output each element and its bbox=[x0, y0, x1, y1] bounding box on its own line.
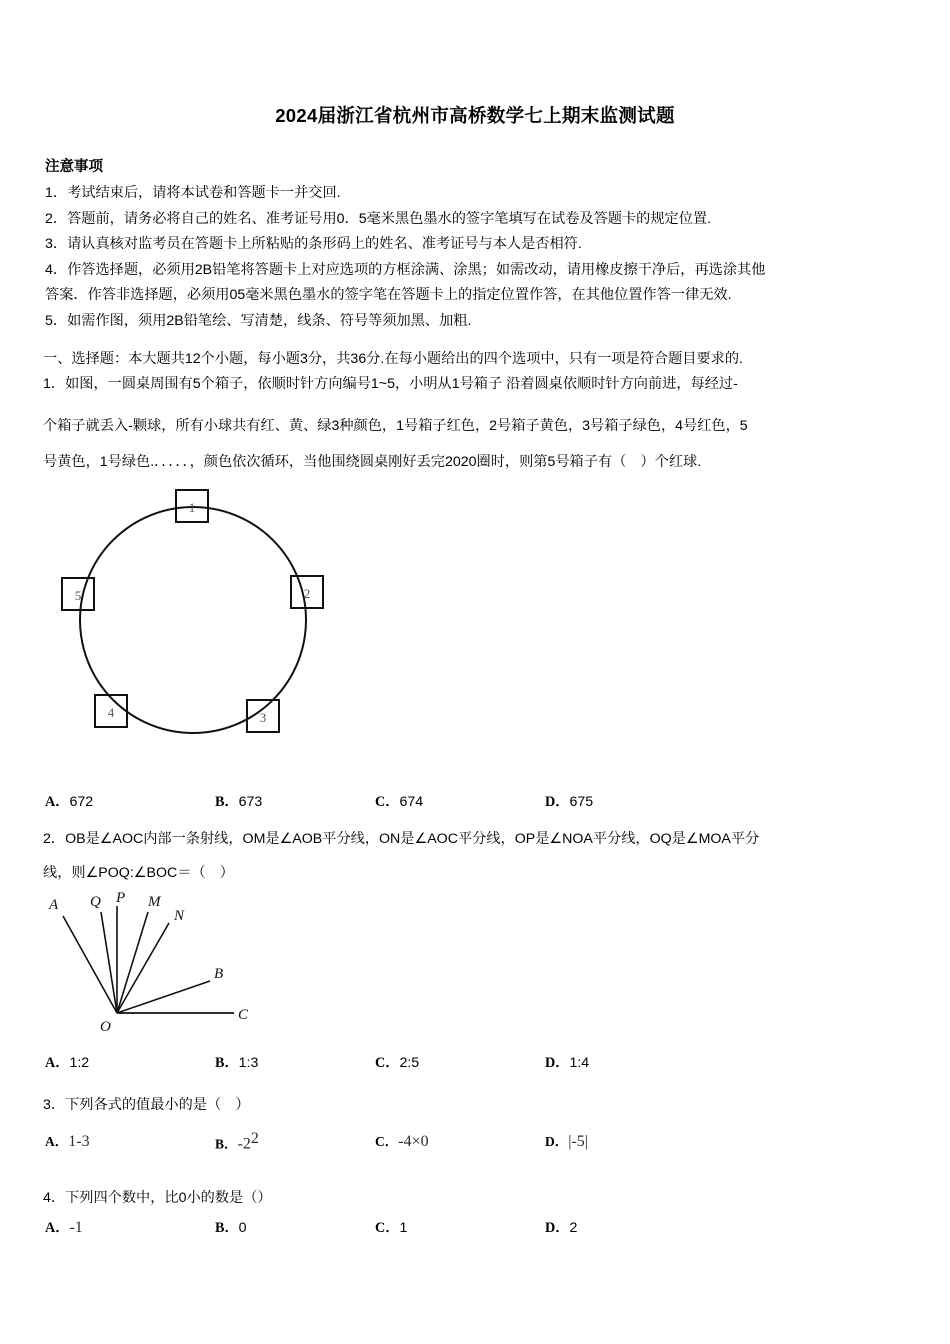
question-1-figure-circle-with-boxes bbox=[45, 492, 365, 772]
notice-item: 2．答题前，请务必将自己的姓名、准考证号用0．5毫米黑色墨水的签字笔填写在试卷及答题卡的规定位置. bbox=[45, 210, 712, 227]
option-c-value: 2:5 bbox=[399, 1055, 420, 1071]
question-4-option-a[interactable] bbox=[45, 1217, 83, 1237]
question-3-option-c[interactable] bbox=[375, 1130, 429, 1151]
option-d-value: 1:4 bbox=[569, 1055, 590, 1071]
notice-item: 答案．作答非选择题，必须用05毫米黑色墨水的签字笔在答题卡上的指定位置作答，在其他位置作答一律无效. bbox=[45, 287, 732, 303]
option-b-value: 673 bbox=[238, 794, 263, 810]
question-4-text: 4．下列四个数中，比0小的数是（） bbox=[43, 1190, 272, 1206]
question-4-option-d[interactable] bbox=[545, 1217, 577, 1237]
box-5 bbox=[62, 578, 94, 610]
option-b-label: B． bbox=[215, 794, 239, 810]
option-d-label: D． bbox=[545, 794, 570, 810]
option-d-label: D． bbox=[545, 1220, 570, 1236]
question-1-option-a[interactable] bbox=[45, 791, 93, 811]
option-b-value: 1:3 bbox=[238, 1055, 259, 1071]
option-d-label: D． bbox=[545, 1055, 570, 1071]
option-c-value: -4×0 bbox=[398, 1133, 429, 1150]
option-c-value: 1 bbox=[399, 1220, 408, 1236]
box-3-label: 3 bbox=[259, 710, 267, 725]
option-a-label: A． bbox=[45, 794, 70, 810]
ray-label-c: C bbox=[238, 1007, 249, 1023]
question-2-options bbox=[0, 1052, 900, 1082]
question-4-option-b[interactable] bbox=[215, 1217, 247, 1237]
question-2-option-a[interactable] bbox=[45, 1052, 89, 1072]
question-1-options bbox=[0, 791, 900, 821]
box-2 bbox=[291, 576, 323, 608]
question-3-options bbox=[0, 1130, 900, 1160]
notice-item: 1．考试结束后，请将本试卷和答题卡一并交回. bbox=[45, 185, 341, 201]
box-4-label: 4 bbox=[107, 705, 115, 720]
ray-label-n: N bbox=[174, 908, 185, 924]
question-2-figure-rays-from-vertex bbox=[38, 892, 338, 1042]
notice-item: 5．如需作图，须用2B铅笔绘、写清楚，线条、符号等须加黑、加粗. bbox=[45, 312, 472, 329]
option-d-value: |-5| bbox=[568, 1133, 588, 1150]
option-c-label: C． bbox=[375, 1055, 400, 1071]
box-4 bbox=[95, 695, 127, 727]
option-b-exponent: 2 bbox=[250, 1130, 259, 1147]
option-c-label: C． bbox=[375, 1134, 399, 1149]
box-1-label: 1 bbox=[188, 500, 196, 515]
question-2-text-line-1: 2．OB是∠AOC内部一条射线，OM是∠AOB平分线，ON是∠AOC平分线，OP是∠NOA平分线，OQ是∠MOA平分 bbox=[43, 831, 760, 847]
question-3-option-a[interactable] bbox=[45, 1130, 90, 1151]
box-1 bbox=[176, 490, 208, 522]
page-title: 2024届浙江省杭州市高桥数学七上期末监测试题 bbox=[275, 105, 675, 126]
option-b-label: B． bbox=[215, 1220, 239, 1236]
question-3-option-d[interactable] bbox=[545, 1130, 588, 1151]
option-b-label: B． bbox=[215, 1136, 238, 1152]
question-2-option-c[interactable] bbox=[375, 1052, 419, 1072]
question-4-option-c[interactable] bbox=[375, 1217, 407, 1237]
question-3-text: 3．下列各式的值最小的是（ ） bbox=[43, 1097, 250, 1113]
option-d-label: D． bbox=[545, 1134, 569, 1149]
ray-label-a: A bbox=[49, 897, 59, 913]
ray-label-m: M bbox=[148, 894, 161, 910]
option-a-value: -1 bbox=[69, 1219, 83, 1236]
option-a-value: 672 bbox=[69, 794, 94, 810]
option-b-value: 0 bbox=[238, 1220, 247, 1236]
option-d-value: 2 bbox=[569, 1220, 578, 1236]
option-d-value: 675 bbox=[569, 794, 594, 810]
question-2-text-line-2: 线，则∠POQ:∠BOC＝（ ） bbox=[43, 865, 234, 881]
option-c-value: 674 bbox=[399, 794, 424, 810]
question-2-option-b[interactable] bbox=[215, 1052, 258, 1072]
vertex-label-o: O bbox=[100, 1019, 111, 1035]
section-heading: 一、选择题：本大题共12个小题，每小题3分，共36分.在每小题给出的四个选项中，只有一项是符合题目要求的. bbox=[43, 351, 743, 367]
box-5-label: 5 bbox=[74, 588, 82, 603]
notice-item: 4．作答选择题，必须用2B铅笔将答题卡上对应选项的方框涂满、涂黑；如需改动，请用橡皮擦干净后，再选涂其他 bbox=[45, 261, 766, 278]
question-1-option-d[interactable] bbox=[545, 791, 593, 811]
question-1-text-line-2: 个箱子就丢入-颗球，所有小球共有红、黄、绿3种颜色，1号箱子红色，2号箱子黄色，3号箱子绿色，4号红色，5 bbox=[43, 418, 748, 434]
option-a-label: A． bbox=[45, 1220, 70, 1236]
ray-label-p: P bbox=[116, 890, 126, 906]
option-b-value: -2 bbox=[237, 1135, 251, 1153]
question-4-options bbox=[0, 1217, 900, 1247]
option-a-label: A． bbox=[45, 1055, 70, 1071]
ray-label-q: Q bbox=[90, 894, 101, 910]
question-1-option-b[interactable] bbox=[215, 791, 262, 811]
box-2-label: 2 bbox=[303, 586, 311, 601]
option-a-label: A． bbox=[45, 1134, 69, 1149]
question-1-text-line-1: 1．如图，一圆桌周围有5个箱子，依顺时针方向编号1~5，小明从1号箱子 沿着圆桌依顺时针方向前进，每经过- bbox=[43, 376, 738, 392]
question-3-option-b[interactable] bbox=[215, 1130, 259, 1154]
notice-list bbox=[45, 181, 925, 334]
notice-heading: 注意事项 bbox=[45, 159, 103, 175]
option-a-value: 1-3 bbox=[68, 1133, 90, 1150]
question-2-option-d[interactable] bbox=[545, 1052, 589, 1072]
notice-item: 3．请认真核对监考员在答题卡上所粘贴的条形码上的姓名、准考证号与本人是否相符. bbox=[45, 236, 582, 252]
option-c-label: C． bbox=[375, 1220, 400, 1236]
question-1-option-c[interactable] bbox=[375, 791, 423, 811]
option-a-value: 1:2 bbox=[69, 1055, 90, 1071]
question-1-text-line-3: 号黄色，1号绿色.．．．．．，颜色依次循环，当他围绕圆桌刚好丢完2020圈时，则第5号箱子有（ ）个红球. bbox=[43, 454, 702, 470]
ray-label-b: B bbox=[214, 966, 224, 982]
option-b-label: B． bbox=[215, 1055, 239, 1071]
option-c-label: C． bbox=[375, 794, 400, 810]
